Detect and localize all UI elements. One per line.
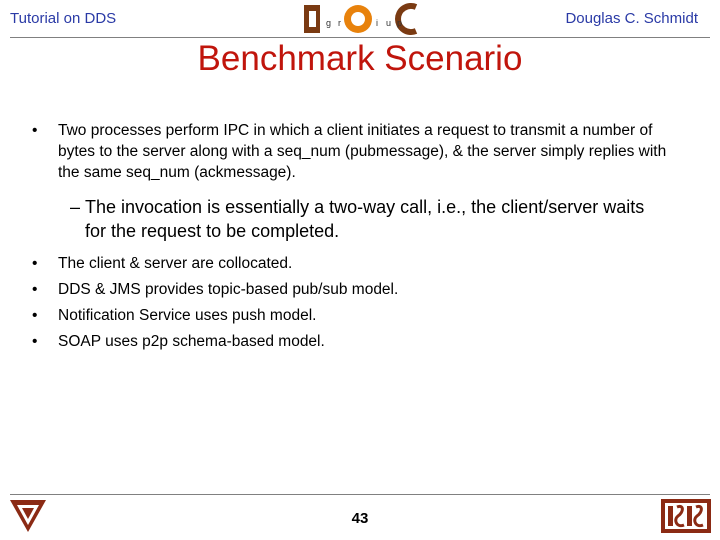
bullet-text: Two processes perform IPC in which a client initiates a request to transmit a number of bytes to the server along with a seq_num (pubmessage), & the server simply replies with the same seq_num (ackmessage). xyxy=(58,122,667,181)
footer-divider xyxy=(10,494,710,495)
header-author: Douglas C. Schmidt xyxy=(565,10,698,27)
logo-letter-r: r xyxy=(338,18,341,28)
bullet-marker: • xyxy=(32,255,38,272)
page-number: 43 xyxy=(351,510,369,527)
bullet-item xyxy=(30,253,670,274)
slide-title: Benchmark Scenario xyxy=(197,39,523,78)
bullet-text: SOAP uses p2p schema-based model. xyxy=(58,333,325,350)
bullet-marker: • xyxy=(32,122,38,139)
bullet-item xyxy=(30,120,670,183)
bullet-list xyxy=(30,120,670,357)
logo-letter-p: p xyxy=(397,18,403,28)
bullet-marker: • xyxy=(32,307,38,324)
logo-letter-u: u xyxy=(386,18,392,28)
bullet-item xyxy=(30,279,670,300)
bullet-marker: • xyxy=(32,281,38,298)
bullet-item xyxy=(30,305,670,326)
header-course-title: Tutorial on DDS xyxy=(10,10,117,27)
logo-letter-g: g xyxy=(326,18,332,28)
sub-bullet-marker: – xyxy=(70,197,81,217)
bullet-item xyxy=(30,331,670,352)
doc-group-logo xyxy=(300,2,420,36)
bullet-text: The client & server are collocated. xyxy=(58,255,293,272)
bullet-text: Notification Service uses push model. xyxy=(58,307,317,324)
logo-letter-i: i xyxy=(376,18,378,28)
sub-bullet-item xyxy=(30,195,670,243)
sub-bullet-text: The invocation is essentially a two-way call, i.e., the client/server waits for the request to be completed. xyxy=(85,197,645,241)
bullet-text: DDS & JMS provides topic-based pub/sub model. xyxy=(58,281,399,298)
bullet-marker: • xyxy=(32,333,38,350)
isis-logo xyxy=(660,498,712,534)
